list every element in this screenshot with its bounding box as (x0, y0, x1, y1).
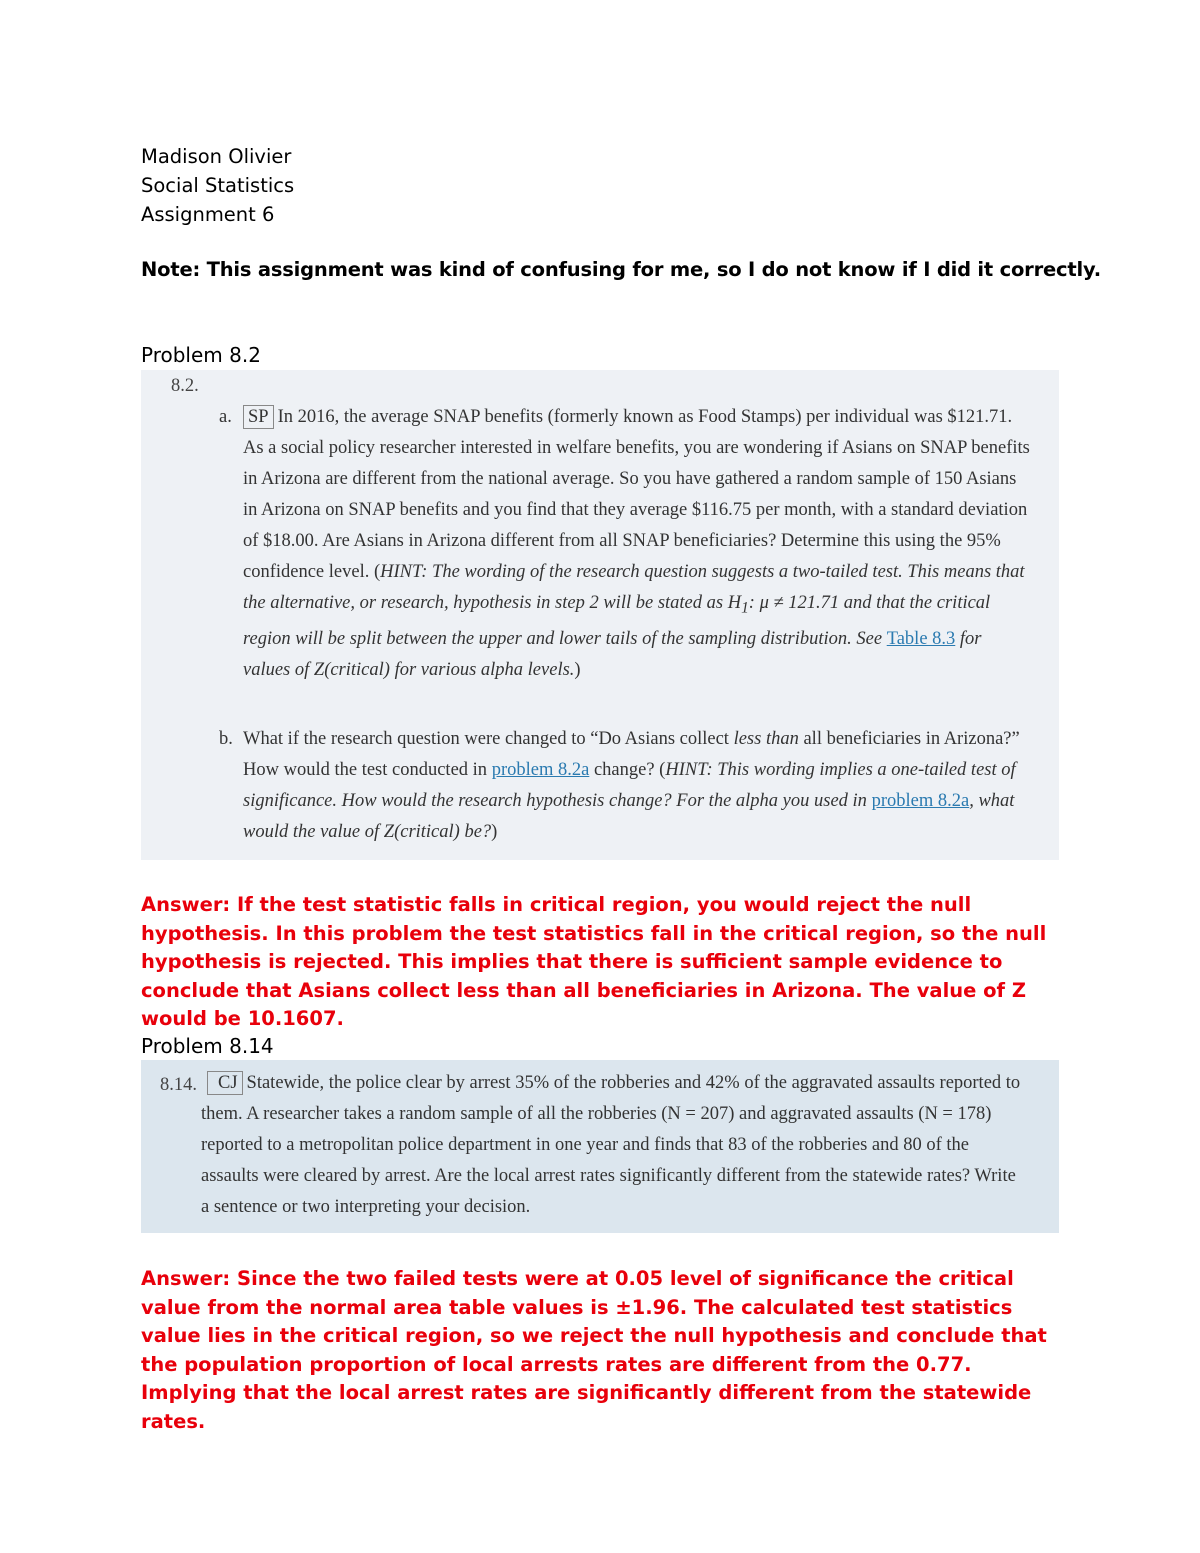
problem-8-14-body: Statewide, the police clear by arrest 35% of the robberies and 42% of the aggravated assaults reported to them. A researcher takes a random sample of all the robberies (N = 207) and aggravated assaults (N = 178) reported to a metropolitan police department in one year and finds that 83 of the robberies and 80 of the assaults were cleared by arrest. Are the local arrest rates significantly different from the statewide rates? Write a sentence or two interpreting your decision. (201, 1073, 1021, 1217)
problem-8-2a-link[interactable]: problem 8.2a (491, 760, 590, 780)
part-b-hint-end: , what would the value of Z(critical) be? (243, 791, 1015, 842)
part-b-text-cont: all beneficiaries in Arizona?” How would the test conducted in (243, 729, 1020, 780)
answer-8-2: Answer: If the test statistic falls in critical region, you would reject the null hypothesis. In this problem the test statistics fall in the critical region, so the null hypothesis is rejected. This implies that there is sufficient sample evidence to conclude that Asians collect less than all beneficiaries in Arizona. The value of Z would be 10.1607. (141, 893, 1047, 1031)
problem-number: 8.14. (160, 1075, 197, 1095)
problem-8-14-panel (141, 1060, 1059, 1233)
part-b-label: b. (219, 729, 233, 749)
problem-number: 8.2. (171, 376, 199, 396)
paren-close: ) (574, 659, 581, 680)
part-a-hint-cont: : μ ≠ 121.71 and that the critical region will be split between the upper and lower tails of the sampling distribution. See (243, 593, 991, 649)
problem-8-14-text (201, 1068, 1021, 1223)
assignment-title: Assignment 6 (141, 203, 275, 226)
paren-close-b: ) (491, 822, 498, 842)
part-b (219, 724, 1033, 848)
note-text: Note: This assignment was kind of confusing for me, so I do not know if I did it correctly. (141, 258, 1101, 281)
problem-8-2a-link-2[interactable]: problem 8.2a (871, 791, 970, 811)
problem-8-2-title: Problem 8.2 (141, 343, 261, 367)
course-title: Social Statistics (141, 174, 295, 197)
part-a-text: In 2016, the average SNAP benefits (formerly known as Food Stamps) per individual was $121.71. As a social policy researcher interested in welfare benefits, you are wondering if Asians on SNAP benefits in Arizona are different from the national average. So you have gathered a random sample of 150 Asians in Arizona on SNAP benefits and you find that they average $116.75 per month, with a standard deviation of $18.00. Are Asians in Arizona different from all SNAP beneficiaries? Determine this using the 95% confidence level. ( (243, 407, 1030, 582)
part-a (219, 402, 1033, 686)
table-8-3-link[interactable]: Table 8.3 (886, 628, 956, 649)
part-a-hint-end: for values of Z(critical) for various alpha levels. (243, 628, 982, 680)
cj-tag: CJ (207, 1071, 243, 1095)
author-name: Madison Olivier (141, 145, 292, 168)
part-b-text: What if the research question were changed to “Do Asians collect (243, 729, 734, 749)
part-a-hint: HINT: The wording of the research question suggests a two-tailed test. This means that the alternative, or research, hypothesis in step 2 will be stated as H (243, 562, 1025, 613)
problem-8-2-panel (141, 370, 1059, 860)
problem-8-14-title: Problem 8.14 (141, 1034, 274, 1058)
part-b-text-end: change? ( (589, 760, 666, 780)
h1-subscript: 1 (741, 599, 749, 617)
sp-tag: SP (243, 405, 274, 429)
answer-8-14: Answer: Since the two failed tests were at 0.05 level of significance the critical value from the normal area table values is ±1.96. The calculated test statistics value lies in the critical region, so we reject the null hypothesis and conclude that the population proportion of local arrests rates are different from the 0.77. Implying that the local arrest rates are significantly different from the statewide rates. (141, 1267, 1047, 1433)
part-a-label: a. (219, 407, 232, 427)
part-b-hint: HINT: This wording implies a one-tailed test of significance. How would the research hypothesis change? For the alpha you used in (243, 760, 1016, 811)
part-b-emphasis: less than (733, 729, 799, 749)
